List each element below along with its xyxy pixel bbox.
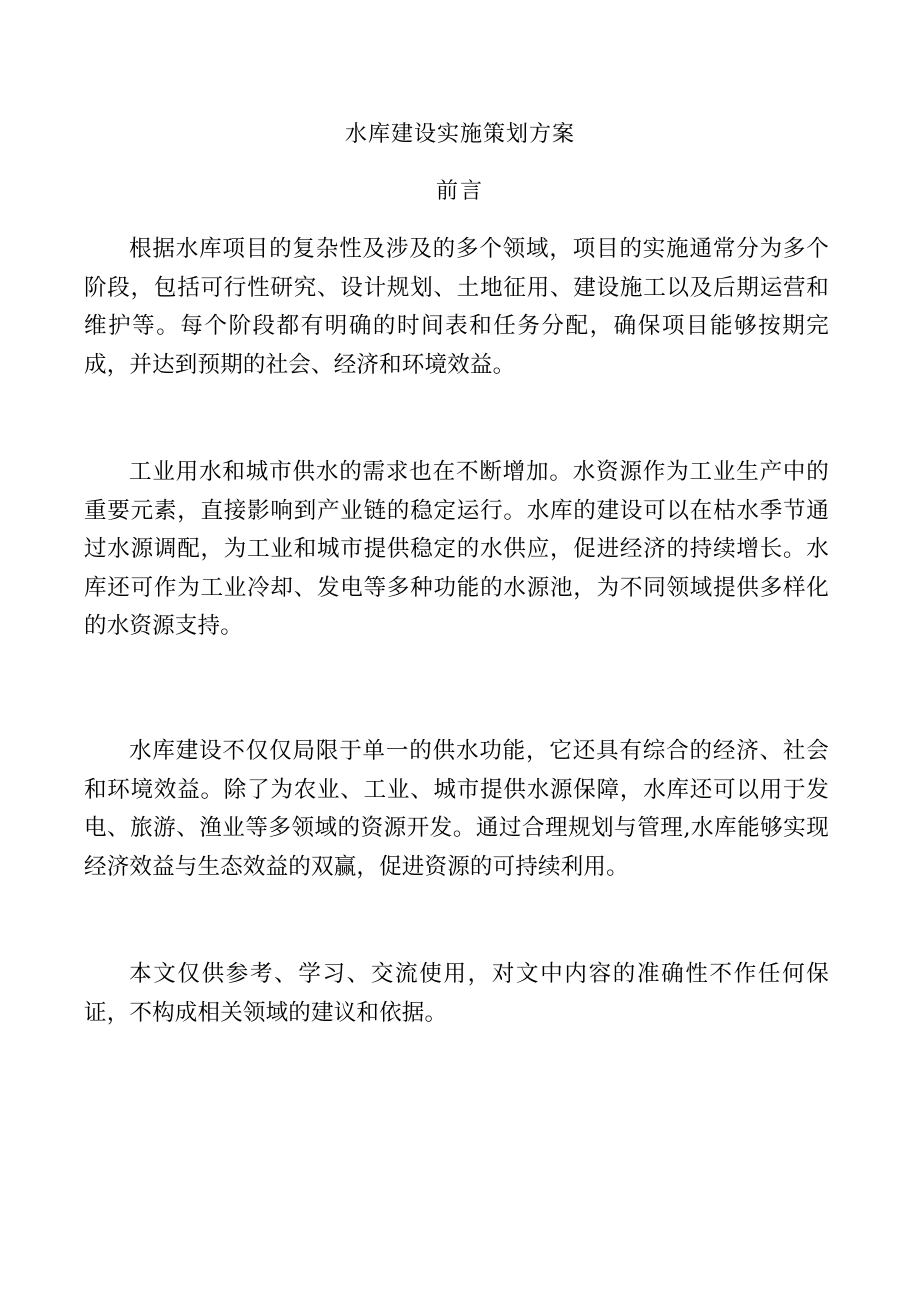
document-title: 水库建设实施策划方案	[344, 122, 575, 147]
paragraph-2: 工业用水和城市供水的需求也在不断增加。水资源作为工业生产中的重要元素，直接影响到产业链的稳定运行。水库的建设可以在枯水季节通过水源调配，为工业和城市提供稳定的水供应，促进经济的持续增长。水库还可作为工业冷却、发电等多种功能的水源池，为不同领域提供多样化的水资源支持。	[84, 459, 829, 639]
paragraph-4: 本文仅供参考、学习、交流使用，对文中内容的准确性不作任何保证，不构成相关领域的建议和依据。	[84, 961, 829, 1026]
paragraph-3: 水库建设不仅仅局限于单一的供水功能，它还具有综合的经济、社会和环境效益。除了为农业、工业、城市提供水源保障，水库还可以用于发电、旅游、渔业等多领域的资源开发。通过合理规划与管理,水库能够实现经济效益与生态效益的双赢，促进资源的可持续利用。	[84, 738, 829, 880]
paragraph-1: 根据水库项目的复杂性及涉及的多个领域，项目的实施通常分为多个阶段，包括可行性研究、设计规划、土地征用、建设施工以及后期运营和维护等。每个阶段都有明确的时间表和任务分配，确保项目能够按期完成，并达到预期的社会、经济和环境效益。	[84, 236, 829, 378]
section-heading: 前言	[435, 179, 484, 204]
